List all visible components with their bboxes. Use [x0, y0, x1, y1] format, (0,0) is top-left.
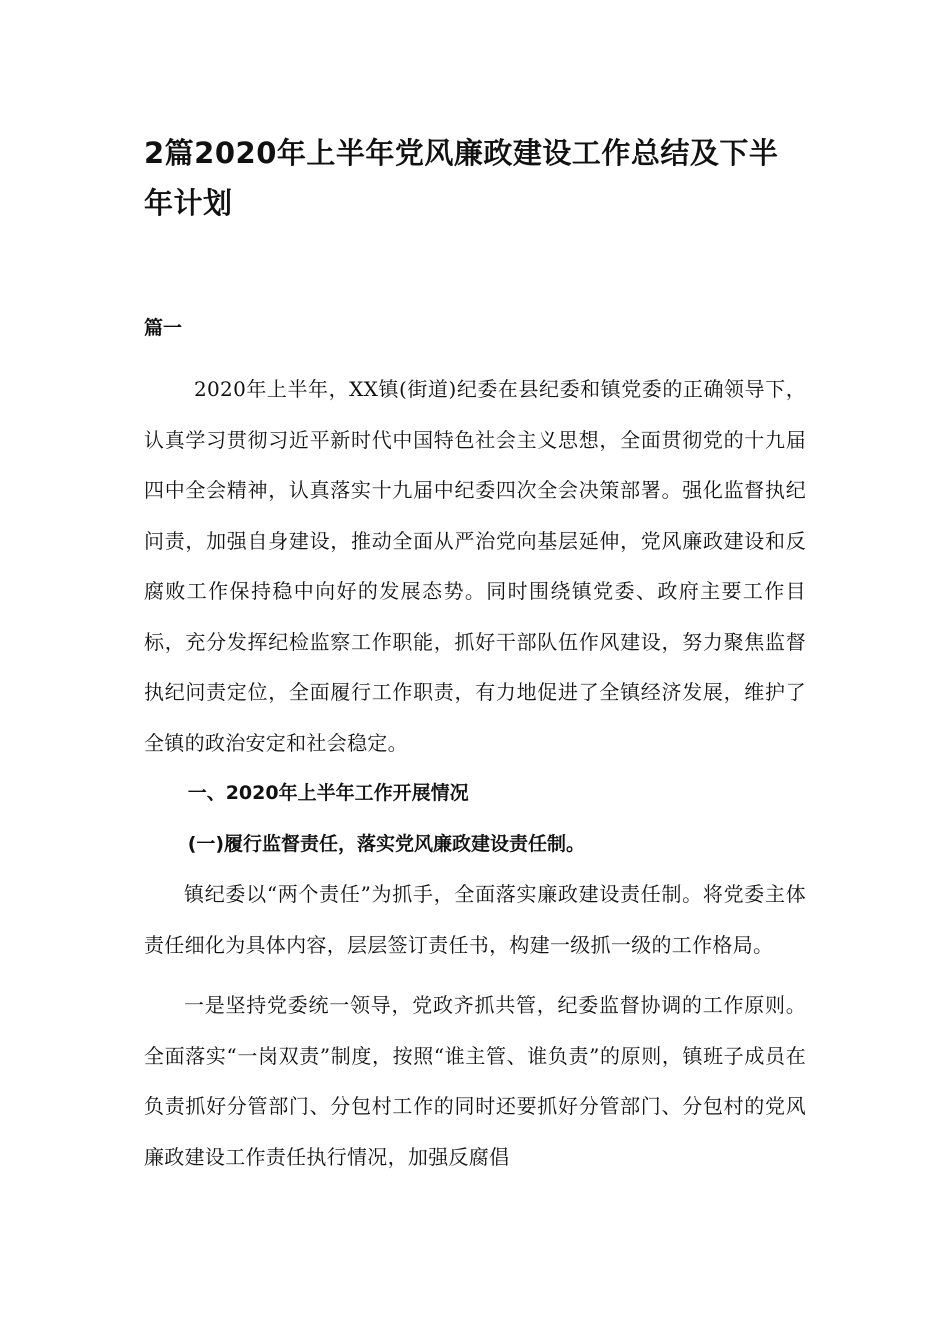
section-heading-1: 一、2020年上半年工作开展情况 [187, 782, 469, 804]
body-paragraph: 镇纪委以“两个责任”为抓手，全面落实廉政建设责任制。将党委主体责任细化为具体内容，层层签订责任书，构建一级抓一级的工作格局。 [144, 882, 806, 957]
subsection-heading-1: (一)履行监督责任，落实党风廉政建设责任制。 [187, 832, 586, 855]
document-title: 2篇2020年上半年党风廉政建设工作总结及下半年计划 [144, 136, 779, 220]
intro-paragraph: 2020年上半年，XX镇(街道)纪委在县纪委和镇党委的正确领导下，认真学习贯彻习近平新时代中国特色社会主义思想，全面贯彻党的十九届四中全会精神，认真落实十九届中纪委四次全会决策部署。强化监督执纪问责，加强自身建设，推动全面从严治党向基层延伸，党风廉政建设和反腐败工作保持稳中向好的发展态势。同时围绕镇党委、政府主要工作目标，充分发挥纪检监察工作职能，抓好干部队伍作风建设，努力聚焦监督执纪问责定位，全面履行工作职责，有力地促进了全镇经济发展，维护了全镇的政治安定和社会稳定。 [144, 377, 806, 755]
body-paragraph: 一是坚持党委统一领导，党政齐抓共管，纪委监督协调的工作原则。全面落实“一岗双责”制度，按照“谁主管、谁负责”的原则，镇班子成员在负责抓好分管部门、分包村工作的同时还要抓好分管部门、分包村的党风廉政建设工作责任执行情况，加强反腐倡 [144, 993, 806, 1169]
section-label: 篇一 [144, 317, 183, 339]
